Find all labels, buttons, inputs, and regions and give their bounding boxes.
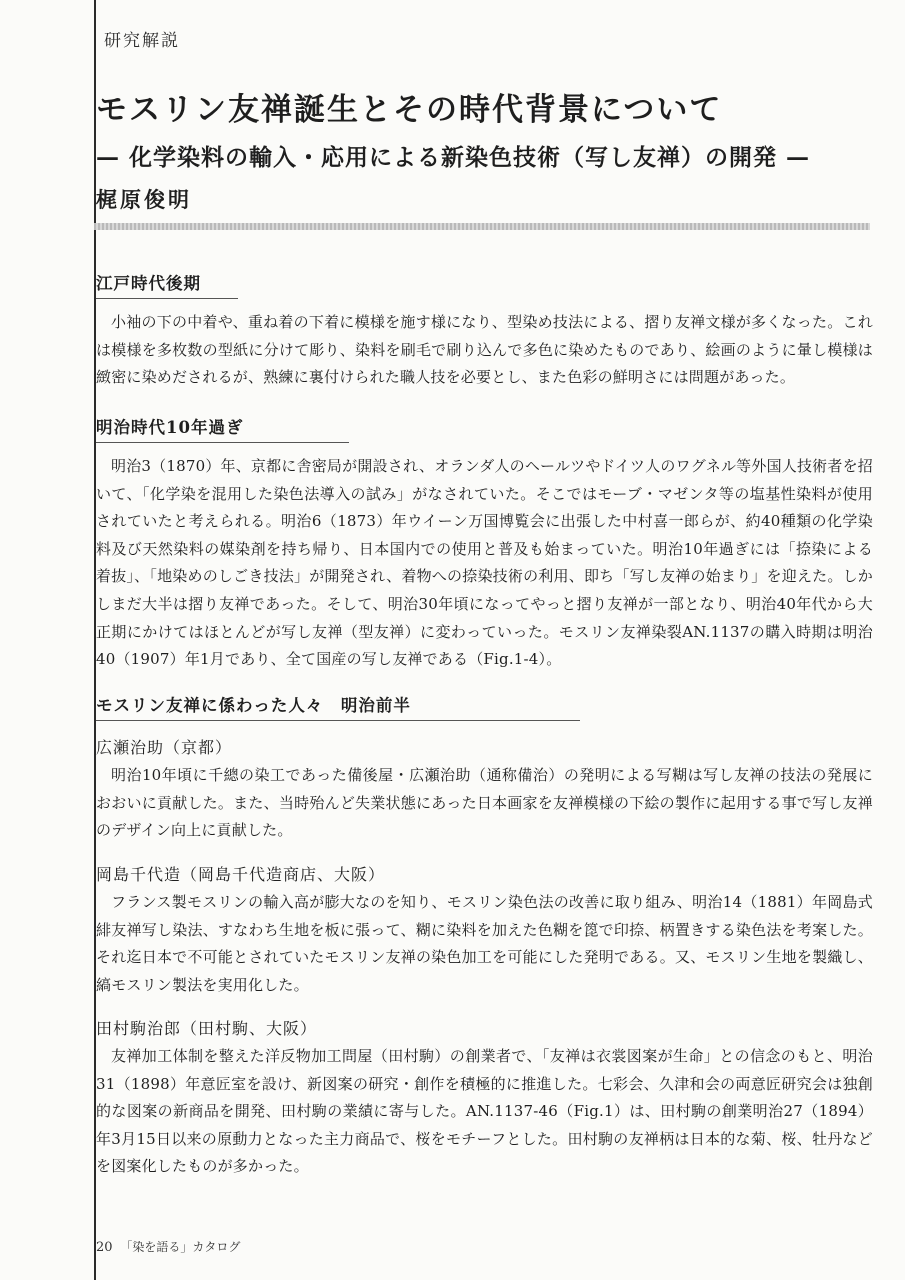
publication-name: 「染を語る」カタログ <box>120 1240 241 1254</box>
author-name: 梶原俊明 <box>96 187 192 212</box>
page-footer <box>96 1238 240 1255</box>
title-divider <box>94 223 870 230</box>
paragraph-meiji10: 明治3（1870）年、京都に舎密局が開設され、オランダ人のヘールツやドイツ人のワグネル等外国人技術者を招いて、「化学染を混用した染色法導入の試み」がなされていた。そこではモーブ・マゼンタ等の塩基性染料が使用されていたと考えられる。明治6（1873）年ウイーン万国博覧会に出張した中村喜一郎らが、約40種類の化学染料及び天然染料の媒染剤を持ち帰り、日本国内での使用と普及も始まっていた。明治10年過ぎには「捺染による着抜」、「地染めのしごき技法」が開発され、着物への捺染技術の利用、即ち「写し友禅の始まり」を迎えた。しかしまだ大半は摺り友禅であった。そして、明治30年頃になってやっと摺り友禅が一部となり、明治40年代から大正期にかけてはほとんどが写し友禅（型友禅）に変わっていった。モスリン友禅染裂AN.1137の購入時期は明治40（1907）年1月であり、全て国産の写し友禅である（Fig.1-4）。 <box>96 457 873 669</box>
paragraph-hirose: 明治10年頃に千總の染工であった備後屋・広瀬治助（通称備治）の発明による写糊は写し友禅の技法の発展におおいに貢献した。また、当時殆んど失業状態にあった日本画家を友禅模様の下絵の製作に起用する事で写し友禅のデザイン向上に貢献した。 <box>96 766 873 840</box>
section-heading-edo: 江戸時代後期 <box>96 271 238 299</box>
section-heading-meiji10: 明治時代10年過ぎ <box>96 415 349 443</box>
paragraph-edo: 小袖の下の中着や、重ね着の下着に模様を施す様になり、型染め技法による、摺り友禅文様が多くなった。これは模様を多枚数の型紙に分けて彫り、染料を刷毛で刷り込んで多色に染めたものであり、絵画のように暈し模様は緻密に染めだされるが、熟練に裏付けられた職人技を必要とし、また色彩の鮮明さには問題があった。 <box>96 313 873 387</box>
person-name-okajima: 岡島千代造（岡島千代造商店、大阪） <box>96 865 386 884</box>
section-label: 研究解説 <box>104 31 180 51</box>
paragraph-okajima: フランス製モスリンの輸入高が膨大なのを知り、モスリン染色法の改善に取り組み、明治14（1881）年岡島式緋友禅写し染法、すなわち生地を板に張って、糊に染料を加えた色糊を箆で印捺、柄置きする染色法を考案した。それ迄日本で不可能とされていたモスリン友禅の染色加工を可能にした発明である。又、モスリン生地を製織し、縞モスリン製法を実用化した。 <box>96 893 873 994</box>
page-number: 20 <box>96 1240 113 1255</box>
article-subtitle: — 化学染料の輸入・応用による新染色技術（写し友禅）の開発 — <box>96 144 811 171</box>
person-name-hirose: 広瀬治助（京都） <box>96 738 233 757</box>
section-heading-people: モスリン友禅に係わった人々 明治前半 <box>96 693 580 721</box>
person-name-tamura: 田村駒治郎（田村駒、大阪） <box>96 1019 318 1038</box>
article-title: モスリン友禅誕生とその時代背景について <box>96 92 723 128</box>
paragraph-tamura: 友禅加工体制を整えた洋反物加工問屋（田村駒）の創業者で、「友禅は衣裳図案が生命」との信念のもと、明治31（1898）年意匠室を設け、新図案の研究・創作を積極的に推進した。七彩会、久津和会の両意匠研究会は独創的な図案の新商品を開発、田村駒の業績に寄与した。AN.1137-46（Fig.1）は、田村駒の創業明治27（1894）年3月15日以来の原動力となった主力商品で、桜をモチーフとした。田村駒の友禅柄は日本的な菊、桜、牡丹などを図案化したものが多かった。 <box>96 1047 873 1176</box>
